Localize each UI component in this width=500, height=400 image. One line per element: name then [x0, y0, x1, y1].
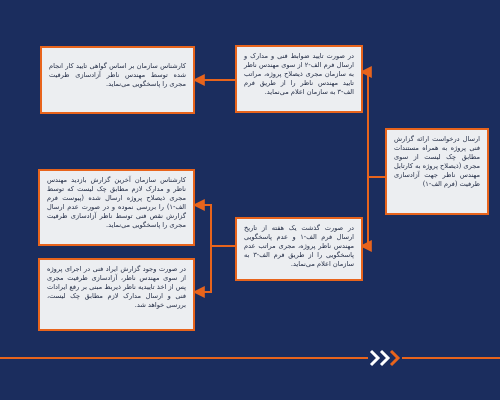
timeout-path-node: در صورت گذشت یک هفته از تاریخ ارسال فرم الف-۱ و عدم پاسخگویی مهندس ناظر پروژه، مجری مراتب عدم پاسخگویی را از طریق فرم الف-۳ به سازمان اعلام می‌نماید. [235, 217, 363, 281]
timeout-result2-node: در صورت وجود گزارش ایراد فنی در اجرای پروژه از سوی مهندس ناظر، آزادسازی ظرفیت مجری پس از اخذ تاییدیه ناظر ذیربط مبنی بر رفع ایرادات فنی و ارسال مدارک لازم مطابق چک لیست، بررسی خواهد شد. [38, 258, 195, 331]
connector-start-approve [361, 72, 386, 177]
approve-path-node: در صورت تایید ضوابط فنی و مدارک و ارسال فرم الف-۲ از سوی مهندس ناظر به سازمان مجری ذیصلاح پروژه، مراتب تایید مهندس ناظر را از طریق فرم الف-۳ به سازمان اعلام می‌نماید. [235, 45, 363, 113]
chevrons-icon [368, 348, 402, 368]
timeout-result1-node: کارشناس سازمان آخرین گزارش بازدید مهندس ناظر و مدارک لازم مطابق چک لیست که توسط مجری ذیصلاح پروژه ارسال شده (پیوست فرم الف-۱) را بررسی نموده و در صورت عدم ارسال گزارش نقص فنی توسط ناظر آزادسازی ظرفیت مجری را پاسخگویی می‌نماید. [38, 169, 195, 246]
connector-timeout-result1 [194, 205, 236, 246]
approve-result-node: کارشناس سازمان بر اساس گواهی تایید کار انجام شده توسط مهندس ناظر آزادسازی ظرفیت مجری را پاسخگویی می‌نماید. [40, 46, 195, 114]
connector-timeout-result2 [194, 246, 236, 292]
start-node: ارسال درخواست ارائه گزارش فنی پروژه به همراه مستندات مطابق چک لیست از سوی مجری (ذیصلاح پروژه به کارتابل مهندس ناظر جهت آزادسازی ظرفیت (فرم الف-۱) [385, 128, 489, 215]
connector-start-timeout [361, 177, 386, 246]
